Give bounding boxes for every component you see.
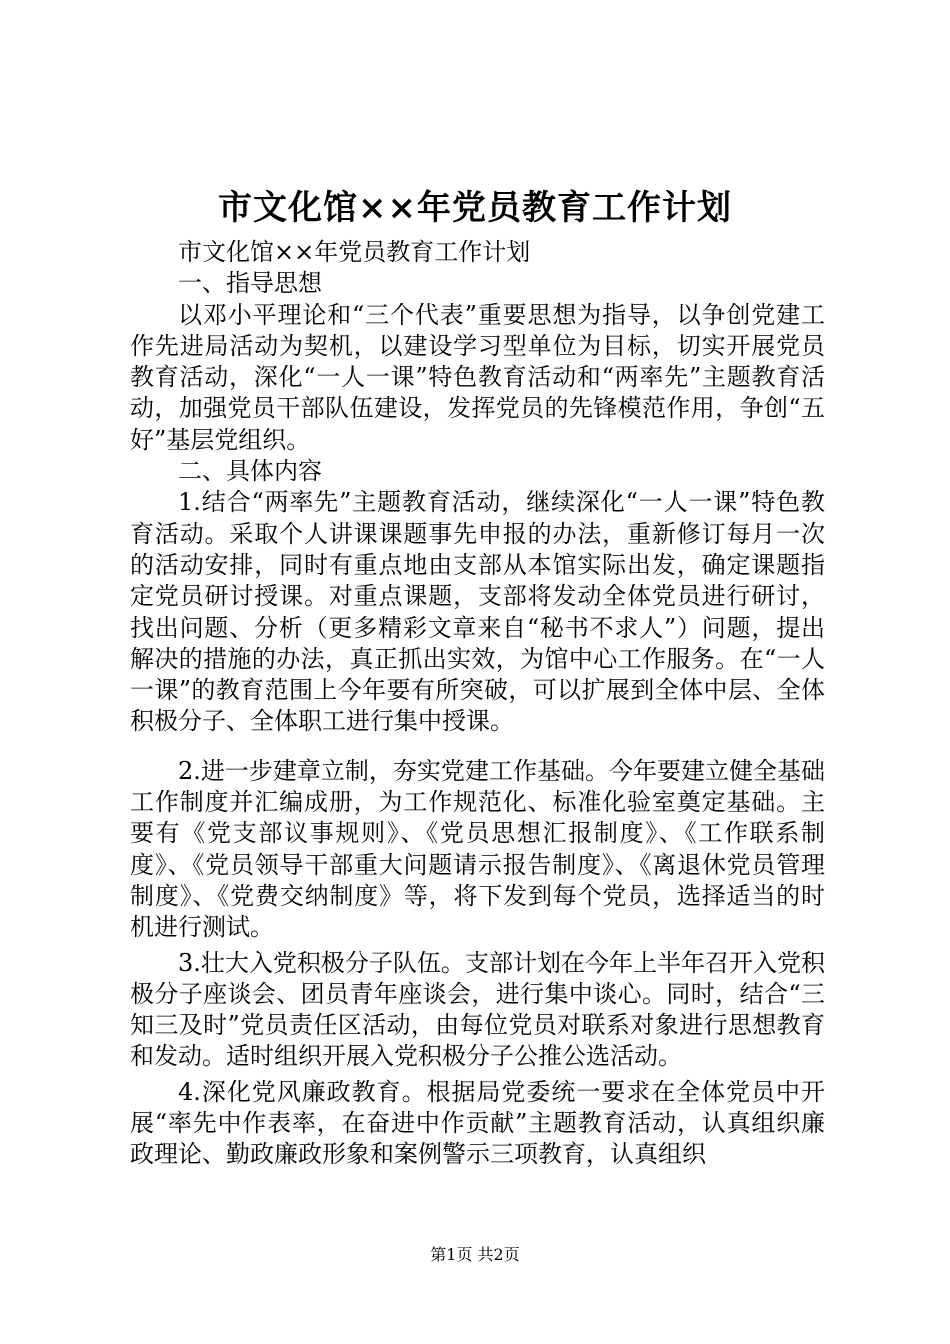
document-title: 市文化馆××年党员教育工作计划: [218, 188, 732, 228]
paragraph-gap: [130, 738, 825, 756]
paragraph-subtitle: 市文化馆××年党员教育工作计划: [178, 238, 531, 266]
section-heading-specific-content: 二、具体内容: [178, 457, 322, 486]
paragraph-guiding-thought: 以邓小平理论和“三个代表”重要思想为指导，以争创党建工作先进局活动为契机，以建设学习型单位为目标，切实开展党员教育活动，深化“一人一课”特色教育活动和“两率先”主题教育活动，加强党员干部队伍建设，发挥党员的先锋模范作用，争创“五好”基层党组织。: [130, 300, 825, 454]
section-heading-guiding-thought: 一、指导思想: [178, 269, 322, 298]
paragraph-item-4: 4.深化党风廉政教育。根据局党委统一要求在全体党员中开展“率先中作表率，在奋进中作贡献”主题教育活动，认真组织廉政理论、勤政廉政形象和案例警示三项教育，认真组织: [130, 1077, 825, 1169]
paragraph-item-2: 2.进一步建章立制，夯实党建工作基础。今年要建立健全基础工作制度并汇编成册，为工作规范化、标准化验室奠定基础。主要有《党支部议事规则》、《党员思想汇报制度》、《工作联系制度》、《党员领导干部重大问题请示报告制度》、《离退休党员管理制度》、《党费交纳制度》等，将下发到每个党员，选择适当的时机进行测试。: [130, 756, 825, 942]
paragraph-item-1: 1.结合“两率先”主题教育活动，继续深化“一人一课”特色教育活动。采取个人讲课课题事先申报的办法，重新修订每月一次的活动安排，同时有重点地由支部从本馆实际出发，确定课题指定党员研讨授课。对重点课题，支部将发动全体党员进行研讨，找出问题、分析（更多精彩文章来自“秘书不求人”）问题，提出解决的措施的办法，真正抓出实效，为馆中心工作服务。在“一人一课”的教育范围上今年要有所突破，可以扩展到全体中层、全体积极分子、全体职工进行集中授课。: [130, 488, 825, 736]
page-footer: 第1页 共2页: [430, 1245, 520, 1264]
document-body: [130, 237, 825, 1171]
paragraph-item-3: 3.壮大入党积极分子队伍。支部计划在今年上半年召开入党积极分子座谈会、团员青年座谈会，进行集中谈心。同时，结合“三知三及时”党员责任区活动，由每位党员对联系对象进行思想教育和发动。适时组织开展入党积极分子公推公选活动。: [130, 948, 825, 1071]
